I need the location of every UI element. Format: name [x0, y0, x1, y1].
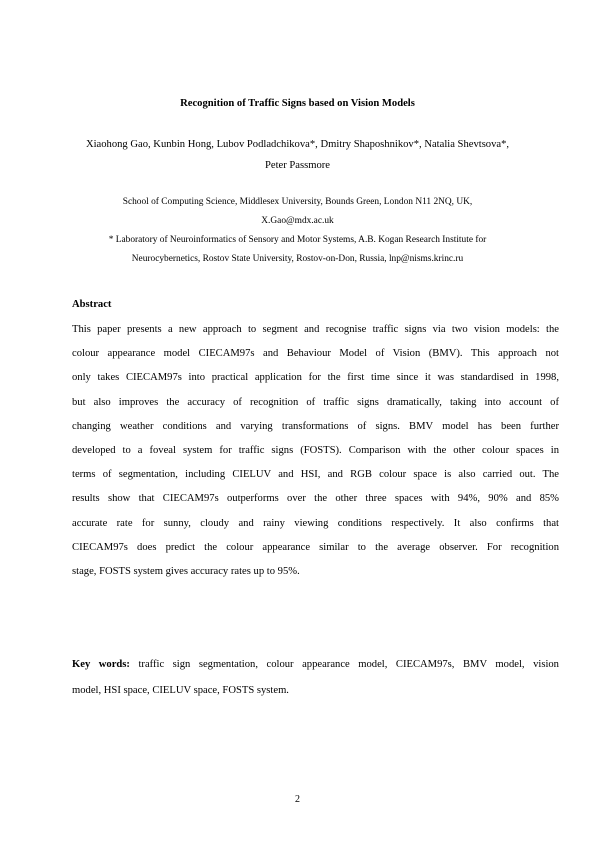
affiliation-line-1: School of Computing Science, Middlesex University, Bounds Green, London N11 2NQ, UK, — [122, 197, 473, 207]
abstract-line: CIECAM97s does predict the colour appearance similar to the average observer. For recognition — [72, 541, 559, 553]
author-line-2: Peter Passmore — [264, 160, 331, 171]
keywords-text-1: traffic sign segmentation, colour appearance model, CIECAM97s, BMV model, vision — [129, 659, 559, 670]
abstract-line: This paper presents a new approach to segment and recognise traffic signs via two vision models: the — [72, 324, 559, 335]
abstract-heading: Abstract — [72, 299, 112, 310]
abstract-line: colour appearance model CIECAM97s and Behaviour Model of Vision (BMV). This approach not — [72, 348, 559, 360]
keywords-line-2: model, HSI space, CIELUV space, FOSTS system. — [72, 685, 289, 696]
contact-email: X.Gao@mdx.ac.uk — [261, 216, 334, 226]
abstract-line: terms of segmentation, including CIELUV and HSI, and RGB colour space is also carried out. The — [72, 469, 559, 481]
affiliation-block — [70, 193, 525, 269]
abstract-line: only takes CIECAM97s into practical application for the first time since it was standardised in 1998, — [72, 372, 559, 384]
author-list — [60, 134, 535, 176]
abstract-line: results show that CIECAM97s outperforms over the other three spaces with 94%, 90% and 85% — [72, 493, 559, 505]
abstract-line: accurate rate for sunny, cloudy and rainy viewing conditions respectively. It also confirms that — [72, 517, 559, 529]
keywords-line-1 — [72, 652, 559, 678]
keywords-label: Key words: — [72, 659, 130, 670]
abstract-line: developed to a foveal system for traffic signs (FOSTS). Comparison with the other colour spaces in — [72, 445, 559, 457]
abstract-line: but also improves the accuracy of recognition of traffic signs dramatically, taking into account of — [72, 396, 559, 408]
abstract-body — [72, 318, 559, 584]
paper-title: Recognition of Traffic Signs based on Vision Models — [180, 98, 415, 109]
affiliation-line-3: Neurocybernetics, Rostov State University, Rostov-on-Don, Russia, lnp@nisms.krinc.ru — [131, 254, 464, 264]
abstract-line: changing weather conditions and varying transformations of signs. BMV model has been further — [72, 420, 559, 432]
abstract-line: stage, FOSTS system gives accuracy rates up to 95%. — [72, 566, 300, 578]
keywords-block — [72, 652, 559, 704]
affiliation-line-2: * Laboratory of Neuroinformatics of Sensory and Motor Systems, A.B. Kogan Research Institute for — [108, 235, 487, 245]
page-number: 2 — [295, 794, 300, 805]
author-line-1: Xiaohong Gao, Kunbin Hong, Lubov Podladchikova*, Dmitry Shaposhnikov*, Natalia Shevtsova*, — [85, 139, 510, 150]
